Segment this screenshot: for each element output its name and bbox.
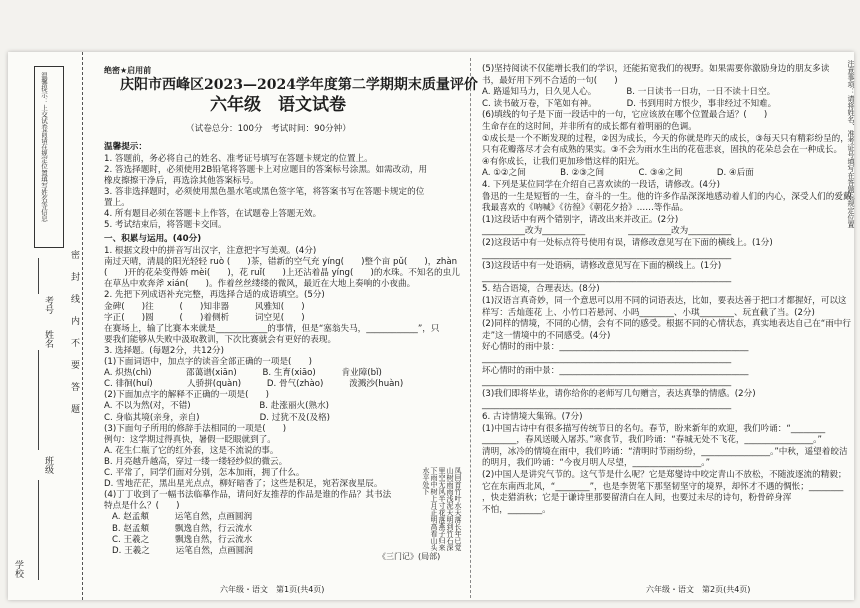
section1-line: C. 平常了，同学们面对分别，怎本加雨，拥了什么。 bbox=[104, 468, 305, 478]
section1-line: A. 炽热(chì) 邵蔼谱(xiān) B. 生育(xiāo) 肯业障(bǐ) bbox=[104, 368, 382, 379]
section2-line: 生命存在的这时间，并非所有的成长都有着明丽的色调。 bbox=[482, 122, 697, 132]
section2-line: 它在东南西北风，“________”，也是李贺笔下那坚韧坚守的境界，却怀才不遇的惆怅；________ bbox=[482, 481, 844, 492]
section1-line: 3. 选择题。(每题2分，共12分) bbox=[104, 345, 224, 356]
secret-mark: 绝密★启用前 bbox=[104, 66, 152, 75]
class-field[interactable] bbox=[38, 480, 39, 580]
section2-line: 5. 结合语境，合理表达。(8分) bbox=[482, 284, 600, 295]
section2-line: (5)坚持阅读不仅能增长我们的学识，还能拓宽我们的视野。如果需要你激励身边的朋友多读 bbox=[482, 64, 830, 74]
section2-line: 我最喜欢的《呐喊》《彷徨》《朝花夕拾》……等作品。 bbox=[482, 203, 689, 214]
tips-items-line: 2. 答选择题时，必须使用2B铅笔将答题卡上对应题目的答案标号涂黑。如需改动，用 bbox=[104, 165, 428, 175]
binding-hint-box bbox=[34, 66, 64, 248]
section2-line: (1)汉语言真奇妙，同一个意思可以用不同的词语表达，比如，要表达善于把口才都握好，可以这 bbox=[482, 296, 847, 306]
footer-page1: 六年级・语文 第1页(共4页) bbox=[220, 585, 325, 594]
section1-line: C. 徘徊(huí) 人骄拼(quàn) D. 骨气(zhào) 泼溅沙(huàn) bbox=[104, 379, 404, 390]
section2-line: (2)中国人是讲究气节的。这气节是什么呢？它是郑燮诗中咬定青山不放松，不随波逐流的精毅； bbox=[482, 470, 847, 480]
section1-line: A. 赵孟頫 运笔自然，点画圆润 bbox=[112, 512, 253, 523]
section2-line: __________改为__________ __________改为__________ bbox=[482, 226, 732, 237]
section2-line: 不怕，________。 bbox=[482, 504, 551, 515]
section1-line: 字正( )圆 ( )着侧析 词空见( ) bbox=[104, 312, 305, 323]
section1-line: B. 月亮越升越高，穿过一缕一缕轻纱似的微云。 bbox=[104, 456, 288, 467]
section2-line: ________，春风送暖入屠苏。”寒食节，我们吟诵：“春城无处不飞花，________________。” bbox=[482, 435, 822, 446]
seal-line-text: 密 封 线 内 不 要 答 题 bbox=[69, 250, 79, 415]
section1-line: A. 不以为然(对，不错) B. 赴涨丽火(熟水) bbox=[104, 401, 330, 412]
section2-line: 书，最好用下列不合适的一句( ) bbox=[482, 75, 618, 86]
section1-line: 1. 根据文段中的拼音写出汉字，注意把字写美观。(4分) bbox=[104, 246, 317, 256]
section2-line: (1)中国古诗中有很多描写传统节日的名句。春节，盼来新年的欢迎，我们吟诵：“________ bbox=[482, 423, 826, 434]
section1-line: C. 王羲之 飘逸自然，行云流水 bbox=[112, 534, 253, 545]
section1-line: 要我们能够从失败中汲取教训，下次比赛就会有更好的表现。 bbox=[104, 334, 337, 345]
section1-line: (1)下面词语中，加点字的读音全部正确的一项是( ) bbox=[104, 357, 312, 367]
number-field[interactable] bbox=[38, 258, 39, 294]
section1-heading: 一、积累与运用。(40分) bbox=[104, 234, 202, 244]
section1-line: ( )开的花朵变得娇 mèi( )，花 ruǐ( )上还沾着晶 yíng( )的水珠。不知名的虫儿 bbox=[104, 268, 460, 279]
section2-line: 好心情时的雨中景：____________________________________________ bbox=[482, 342, 749, 353]
binding-hint: 温馨提示：上交试卷前请在规定位置填写姓名等信息 bbox=[40, 72, 48, 222]
section2-line: __________________________________________________________ bbox=[482, 377, 732, 388]
exam-meta: （试卷总分：100分 考试时间：90分钟） bbox=[186, 124, 351, 134]
section2-line: (3)这段话中有一处语病，请修改意见写在下面的横线上。(1分) bbox=[482, 261, 722, 272]
section1-line: (4)丁丁收到了一幅书法临摹作品，请问好友推荐的作品是谁的作品？其书法 bbox=[104, 490, 392, 501]
section1-line: 2. 先把下列成语补充完整，再选择合适的成语填空。(5分) bbox=[104, 290, 325, 301]
section2-line: 清明，冰冷的情境在雨中，我们吟诵：“清明时节雨纷纷，________________。”中秋，遥望着皎洁 bbox=[482, 446, 848, 457]
section2-line: __________________________________________________________ bbox=[482, 400, 732, 411]
calligraphy-caption: 《三门记》(局部) bbox=[378, 552, 441, 561]
section2-line: 走”这一情境中的不同感受。(4分) bbox=[482, 330, 611, 341]
footer-page2: 六年级・语文 第2页(共4页) bbox=[646, 585, 751, 594]
calligraphy-text: 凤回首竹叶水天落长年已觉山树雨雨浅泥天明到竹石深里空无风半寸花落燕子归来下雨中树上月正明高看山头水平处下 bbox=[422, 467, 462, 551]
section2-line: (2)这段话中有一处标点符号使用有误，请修改意见写在下面的横线上。(1分) bbox=[482, 238, 773, 248]
section2-line: C. 读书破万卷，下笔如有神。 D. 书到用时方恨少，事非经过不知难。 bbox=[482, 98, 777, 109]
section2-line: 的明月，我们吟诵：“今夜月明人尽望，________________。” bbox=[482, 458, 711, 469]
column-divider bbox=[470, 58, 471, 598]
tips-items-line: 1. 答题前，务必将自己的姓名、准考证号填写在答题卡规定的位置上。 bbox=[104, 154, 373, 164]
tips-items-line: 橡皮擦擦干净后，再选涂其他答案标号。 bbox=[104, 176, 259, 186]
tips-items-line: 3. 答非选择题时，必须使用黑色墨水笔或黑色签字笔，将答案书写在答题卡规定的位 bbox=[104, 187, 425, 197]
name-label: 姓名 bbox=[43, 330, 53, 348]
class-label: 班级 bbox=[43, 456, 53, 474]
section2-line: __________________________________________________________ bbox=[482, 272, 732, 283]
exam-subtitle: 六年级 语文试卷 bbox=[210, 95, 346, 115]
section2-line: 坏心情时的雨中景：____________________________________________ bbox=[482, 365, 749, 376]
section1-line: B. 赵孟頫 飘逸自然，行云流水 bbox=[112, 523, 253, 534]
tips-items-line: 4. 所有题目必须在答题卡上作答，在试题卷上答题无效。 bbox=[104, 209, 322, 219]
section2-line: ，快走猎消秋；它是于谦诗里那要留清白在人间，也要过未尽的诗句，粉骨碎身浑 bbox=[482, 493, 792, 504]
section2-line: 4. 下列是某位同学在介绍自己喜欢读的一段话，请修改。(4分) bbox=[482, 180, 720, 190]
section2-line: (6)填线的句子是下面一段话中的一句，它应该放在哪个位置最合适？( ) bbox=[482, 110, 768, 121]
section2-line: (3)我们即将毕业，请你给你的老师写几句赠言，表达真挚的情感。(2分) bbox=[482, 388, 756, 399]
tips-items-line: 置上。 bbox=[104, 198, 130, 208]
number-label: 考号 bbox=[43, 296, 53, 314]
section1-line: D. 王羲之 运笔自然，点画圆润 bbox=[112, 545, 253, 556]
right-edge-note: 注意事项：请将姓名、准考证号填写在答题卡规定位置 bbox=[847, 60, 855, 228]
section1-line: 金碑( )往 ( )知非器 风雅知( ) bbox=[104, 301, 305, 312]
section1-line: A. 花生仁瓶了它的红外套，这是不流说的事。 bbox=[104, 445, 279, 456]
section1-line: 在赛场上，输了比赛本来就是____________的事情，但是“塞翁失马，____________”，只 bbox=[104, 323, 440, 334]
section1-line: D. 雪地茫茫，黑出星光点点，柳好暗香了；这些是积足，宛若深夜星辰。 bbox=[104, 479, 383, 490]
section2-line: A. 路遥知马力，日久见人心。 B. 一日读书一日功，一日不读十日空。 bbox=[482, 87, 776, 98]
school-label: 学校 bbox=[13, 560, 23, 578]
tips-items-line: 5. 考试结束后，将答题卡交回。 bbox=[104, 220, 227, 230]
section1-line: (2)下面加点字的解释不正确的一项是( ) bbox=[104, 390, 269, 401]
section1-line: 南过天晴，清晨的阳光轻轻 ruò ( )茶，错新的空气充 yíng( )整个亩 pǔ( )，zhàn bbox=[104, 257, 458, 268]
section2-line: __________________________________________________________ bbox=[482, 354, 732, 364]
section2-line: 6. 古诗情境大集锦。(7分) bbox=[482, 412, 583, 422]
section2-line: __________________________________________________________ bbox=[482, 249, 732, 260]
name-field[interactable] bbox=[38, 350, 39, 450]
section2-line: (2)同样的情境，不同的心情，会有不同的感受。根据不同的心情状态，真实地表达自己在“雨中行 bbox=[482, 319, 851, 330]
calligraphy-sample bbox=[378, 467, 462, 555]
section2-line: ①成长是一个不断发现的过程，②因为成长，今天的你就是昨天的成长，③每天只有精彩纷呈的， bbox=[482, 133, 849, 144]
section2-line: 只有花瓣落尽才会有成熟的果实。③不会为雨水生出的花苞悲哀，固执的花朵总会在一种成长。 bbox=[482, 145, 843, 156]
section2-line: ④有你成长，让我们更加珍惜这样的阳光。 bbox=[482, 156, 645, 167]
section1-line: (3)下面句子所用的修辞手法相同的一项是( ) bbox=[104, 423, 287, 434]
exam-title: 庆阳市西峰区2023—2024学年度第二学期期末质量评价 bbox=[120, 77, 478, 93]
section1-line: 特点是什么？( ) bbox=[104, 501, 180, 512]
section2-line: 样写：舌灿莲花 上、小竹口若悬河、小吗________、小琪________、玩直截了当。(2分) bbox=[482, 307, 815, 318]
section2-line: (1)这段话中有两个错别字，请改出来并改正。(2分) bbox=[482, 214, 679, 225]
section2-line: A. ①②之间 B. ②③之间 C. ③④之间 D. ④后面 bbox=[482, 168, 754, 179]
section1-line: 例句：这学期过得真快，暑假一眨眼就到了。 bbox=[104, 434, 276, 445]
tips-heading: 温馨提示： bbox=[104, 142, 147, 152]
section1-line: 在草丛中欢奔斧 xián( )。作着丝丝缕缕的微风，最近在大地上奏响的小夜曲。 bbox=[104, 279, 416, 290]
section2-line: 鲁迅的一生是短暂的一生，奋斗的一生。他的许多作品深深地感动着人们的内心，深受人们的爱戴。 bbox=[482, 191, 860, 202]
section1-line: C. 身临其境(亲身，亲自) D. 过犹不及(及格) bbox=[104, 412, 331, 423]
